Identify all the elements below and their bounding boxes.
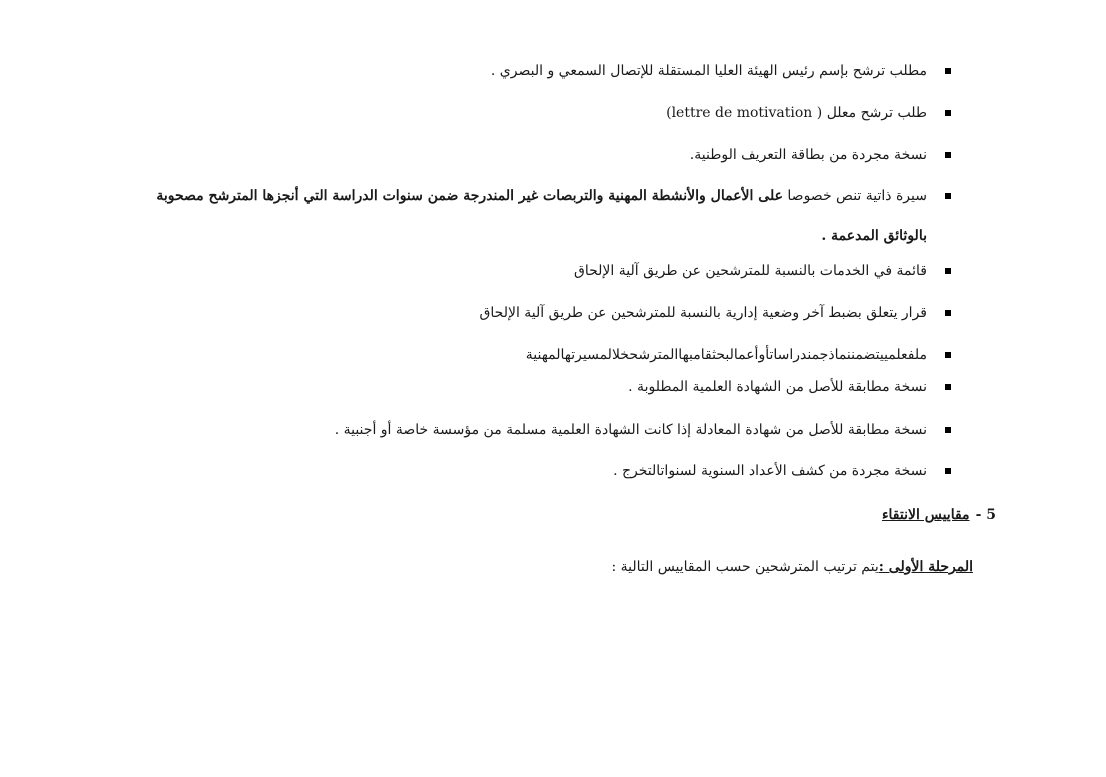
list-item-continuation: بالوثائق المدعمة . bbox=[821, 228, 927, 244]
list-item-text-bold: على الأعمال والأنشطة المهنية والتربصات غير المندرجة ضمن سنوات الدراسة التي أنجزها المترشح مصحوبة bbox=[156, 188, 783, 204]
bullet-icon bbox=[945, 110, 951, 116]
section-number: 5 - bbox=[975, 507, 996, 523]
list-item-text: نسخة مجردة من بطاقة التعريف الوطنية. bbox=[689, 147, 927, 163]
phase-line bbox=[611, 557, 973, 577]
list-item bbox=[156, 186, 951, 206]
list-item-text: طلب ترشح معلل ( lettre de motivation) bbox=[666, 105, 927, 121]
bullet-icon bbox=[945, 193, 951, 199]
list-item-text-normal: سيرة ذاتية تنص خصوصا bbox=[782, 188, 927, 204]
bullet-icon bbox=[945, 468, 951, 474]
bullet-icon bbox=[945, 427, 951, 433]
bullet-icon bbox=[945, 152, 951, 158]
list-item-text: ملفعلمييتضمننماذجمندراساتأوأعمالبحثقامبهاالمترشحخلالمسيرتهالمهنية bbox=[525, 347, 927, 363]
list-item bbox=[335, 420, 951, 440]
list-item bbox=[574, 261, 951, 281]
bullet-icon bbox=[945, 310, 951, 316]
phase-text: يتم ترتيب المترشحين حسب المقاييس التالية : bbox=[611, 559, 879, 575]
bullet-icon bbox=[945, 68, 951, 74]
list-item bbox=[526, 345, 951, 365]
bullet-icon bbox=[945, 352, 951, 358]
list-item-text bbox=[156, 186, 951, 206]
list-item bbox=[628, 377, 951, 397]
bullet-icon bbox=[945, 268, 951, 274]
phase-label: المرحلة الأولى : bbox=[878, 559, 973, 575]
list-item bbox=[613, 461, 951, 481]
section-heading bbox=[882, 505, 996, 525]
list-item-text: مطلب ترشح بإسم رئيس الهيئة العليا المستقلة للإتصال السمعي و البصري . bbox=[490, 63, 927, 79]
list-item-text: قائمة في الخدمات بالنسبة للمترشحين عن طريق آلية الإلحاق bbox=[573, 263, 927, 279]
list-item-text: قرار يتعلق بضبط آخر وضعية إدارية بالنسبة للمترشحين عن طريق آلية الإلحاق bbox=[479, 305, 927, 321]
list-item bbox=[491, 61, 951, 81]
section-title: مقاييس الانتقاء bbox=[881, 507, 970, 523]
list-item bbox=[690, 145, 951, 165]
list-item-text: نسخة مطابقة للأصل من الشهادة العلمية المطلوبة . bbox=[628, 379, 927, 395]
list-item-text: نسخة مطابقة للأصل من شهادة المعادلة إذا كانت الشهادة العلمية مسلمة من مؤسسة خاصة أو أجنبية . bbox=[334, 422, 927, 438]
list-item-text: نسخة مجردة من كشف الأعداد السنوية لسنواتالتخرج . bbox=[613, 463, 927, 479]
bullet-icon bbox=[945, 384, 951, 390]
list-item bbox=[666, 103, 951, 123]
list-item bbox=[480, 303, 951, 323]
